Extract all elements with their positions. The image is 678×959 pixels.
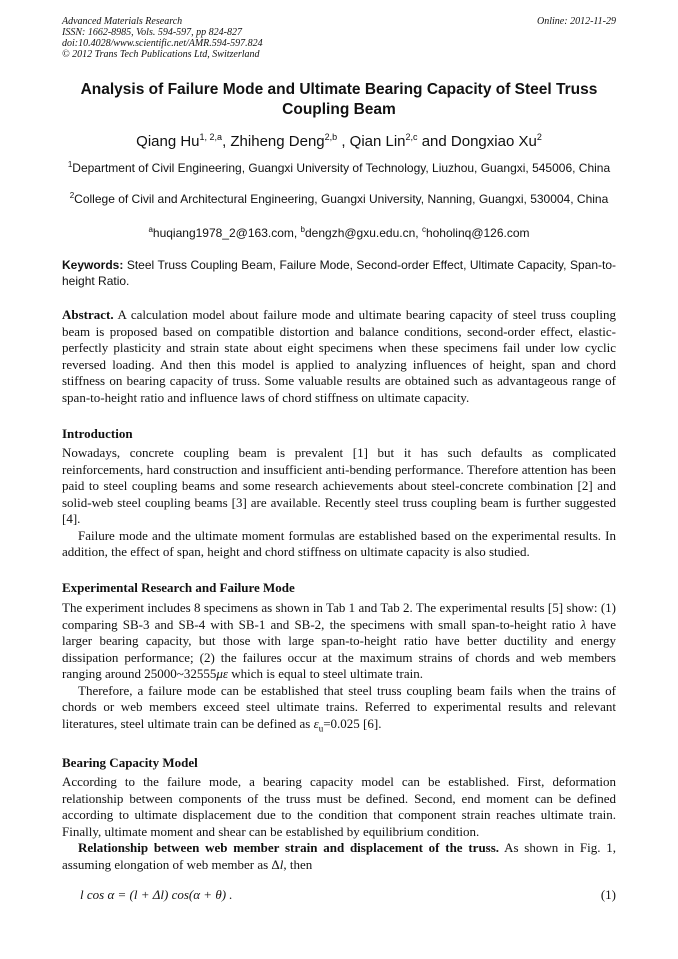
- email-link[interactable]: dengzh@gxu.edu.cn,: [305, 226, 422, 240]
- author-sup: 2,c: [405, 132, 418, 142]
- experimental-body: [62, 600, 616, 737]
- variable-l: l: [279, 856, 284, 872]
- paragraph: Nowadays, concrete coupling beam is prevalent [1] but it has such defaults as complicated reinforcements, hard construction and insufficient anti-bending performance. Therefore attention has been paid to steel coupling beams and some research achievements about steel-concrete combination [2] and solid-web steel coupling beams [3] are available. Recently steel truss coupling beam is further suggested [4].: [62, 445, 616, 526]
- section-heading-introduction: Introduction: [62, 426, 133, 441]
- keywords-text: Steel Truss Coupling Beam, Failure Mode, Second-order Effect, Ultimate Capacity, Span-to-height Ratio.: [62, 258, 616, 288]
- online-date: Online: 2012-11-29: [537, 16, 616, 27]
- lambda-symbol: λ: [580, 616, 587, 632]
- author-sup: 2,b: [324, 132, 338, 142]
- section-heading-experimental: Experimental Research and Failure Mode: [62, 580, 295, 595]
- affiliation-1: [62, 157, 616, 176]
- paragraph: [62, 840, 616, 873]
- author-sup: 1, 2,a: [199, 132, 223, 142]
- affiliation-sup: 1: [67, 160, 73, 169]
- abstract: [62, 307, 616, 406]
- text-run: Therefore, a failure mode can be established that steel truss coupling beam fails when the trains of chords or web members exceed steel ultimate trains. Referred to experimental results and relevant literatures, steel ultimate train can be defined as: [62, 682, 616, 731]
- text-run: =0.025 [6].: [323, 715, 382, 731]
- author-name: and Dongxiao Xu: [417, 133, 537, 150]
- keywords: [62, 258, 616, 289]
- epsilon-symbol: ε: [313, 715, 319, 731]
- text-run: which is equal to steel ultimate train.: [228, 666, 423, 681]
- email-list: [62, 222, 616, 241]
- affiliation-text: Department of Civil Engineering, Guangxi University of Technology, Liuzhou, Guangxi, 545006, China: [72, 161, 611, 175]
- email-sup: a: [148, 225, 153, 234]
- author-sup: 2: [536, 132, 542, 142]
- subheading-inline: Relationship between web member strain and displacement of the truss.: [78, 840, 500, 855]
- paragraph: [62, 683, 616, 737]
- bearing-capacity-body: [62, 774, 616, 873]
- epsilon-subscript: u: [318, 723, 324, 734]
- affiliation-text: College of Civil and Architectural Engineering, Guangxi University, Nanning, Guangxi, 530004, China: [74, 192, 609, 206]
- email-sup: b: [300, 225, 305, 234]
- abstract-text: A calculation model about failure mode and ultimate bearing capacity of steel truss coupling beam is proposed based on compatible distortion and balance conditions, second-order effect, elastic-perfectly plasticity and strain state about eight specimens when these specimens fail under low cyclic reversed loading. And then this model is applied to analyzing influences of height, span and chord stiffness on bearing capacity of truss. Some valuable results are obtained such as advantageous range of span-to-height ratio and influence laws of chord stiffness on ultimate capacity.: [62, 307, 616, 405]
- section-heading-bearing-capacity: Bearing Capacity Model: [62, 755, 198, 770]
- text-run: The experiment includes 8 specimens as shown in Tab 1 and Tab 2. The experimental results [5] show: (1) comparing SB-3 and SB-4 with SB-1 and SB-2, the specimens with small span-to-height ratio: [62, 600, 616, 632]
- equation-text: l cos α = (l + Δl) cos(α + θ) .: [80, 887, 233, 902]
- issn-line: ISSN: 1662-8985, Vols. 594-597, pp 824-827: [62, 27, 242, 38]
- copyright-line: © 2012 Trans Tech Publications Ltd, Switzerland: [62, 49, 260, 60]
- journal-header: [62, 16, 616, 60]
- doi-line[interactable]: doi:10.4028/www.scientific.net/AMR.594-597.824: [62, 38, 263, 49]
- journal-name: Advanced Materials Research: [62, 16, 183, 27]
- paragraph: Failure mode and the ultimate moment formulas are established based on the experimental results. In addition, the effect of span, height and chord stiffness on ultimate capacity is also studied.: [62, 527, 616, 559]
- abstract-label: Abstract.: [62, 307, 114, 322]
- equation-number: (1): [600, 887, 616, 902]
- paper-title: Analysis of Failure Mode and Ultimate Bearing Capacity of Steel Truss Coupling Beam: [80, 81, 598, 118]
- affiliation-2: [62, 188, 616, 207]
- author-name: , Zhiheng Deng: [222, 133, 325, 150]
- affiliation-sup: 2: [69, 191, 75, 200]
- author-name: , Qian Lin: [337, 133, 406, 150]
- text-run: As shown in Fig. 1, assuming elongation of web member as Δ: [62, 840, 616, 872]
- author-list: [62, 128, 616, 151]
- email-link[interactable]: huqiang1978_2@163.com,: [152, 226, 301, 240]
- paragraph: According to the failure mode, a bearing capacity model can be established. First, deformation relationship between components of the truss must be defined. Second, end moment can be defined according to ultimate displacement due to the condition that component strain reaches ultimate train. Finally, ultimate moment and shear can be established by equilibrium condition.: [62, 774, 616, 839]
- email-sup: c: [421, 225, 426, 234]
- equation-1: [80, 887, 616, 903]
- paragraph: [62, 600, 616, 683]
- text-run: have larger bearing capacity, but those with large span-to-height ratio have better ductility and energy dissipation performance; (2) the failures occur at the maximum strains of chords and web members ranging around 25000~32555: [62, 616, 616, 681]
- introduction-body: [62, 445, 616, 561]
- text-run: , then: [283, 856, 313, 872]
- author-name: Qiang Hu: [136, 133, 200, 150]
- microstrain-symbol: με: [216, 666, 228, 681]
- keywords-label: Keywords:: [62, 258, 124, 272]
- email-link[interactable]: hoholinq@126.com: [425, 226, 530, 240]
